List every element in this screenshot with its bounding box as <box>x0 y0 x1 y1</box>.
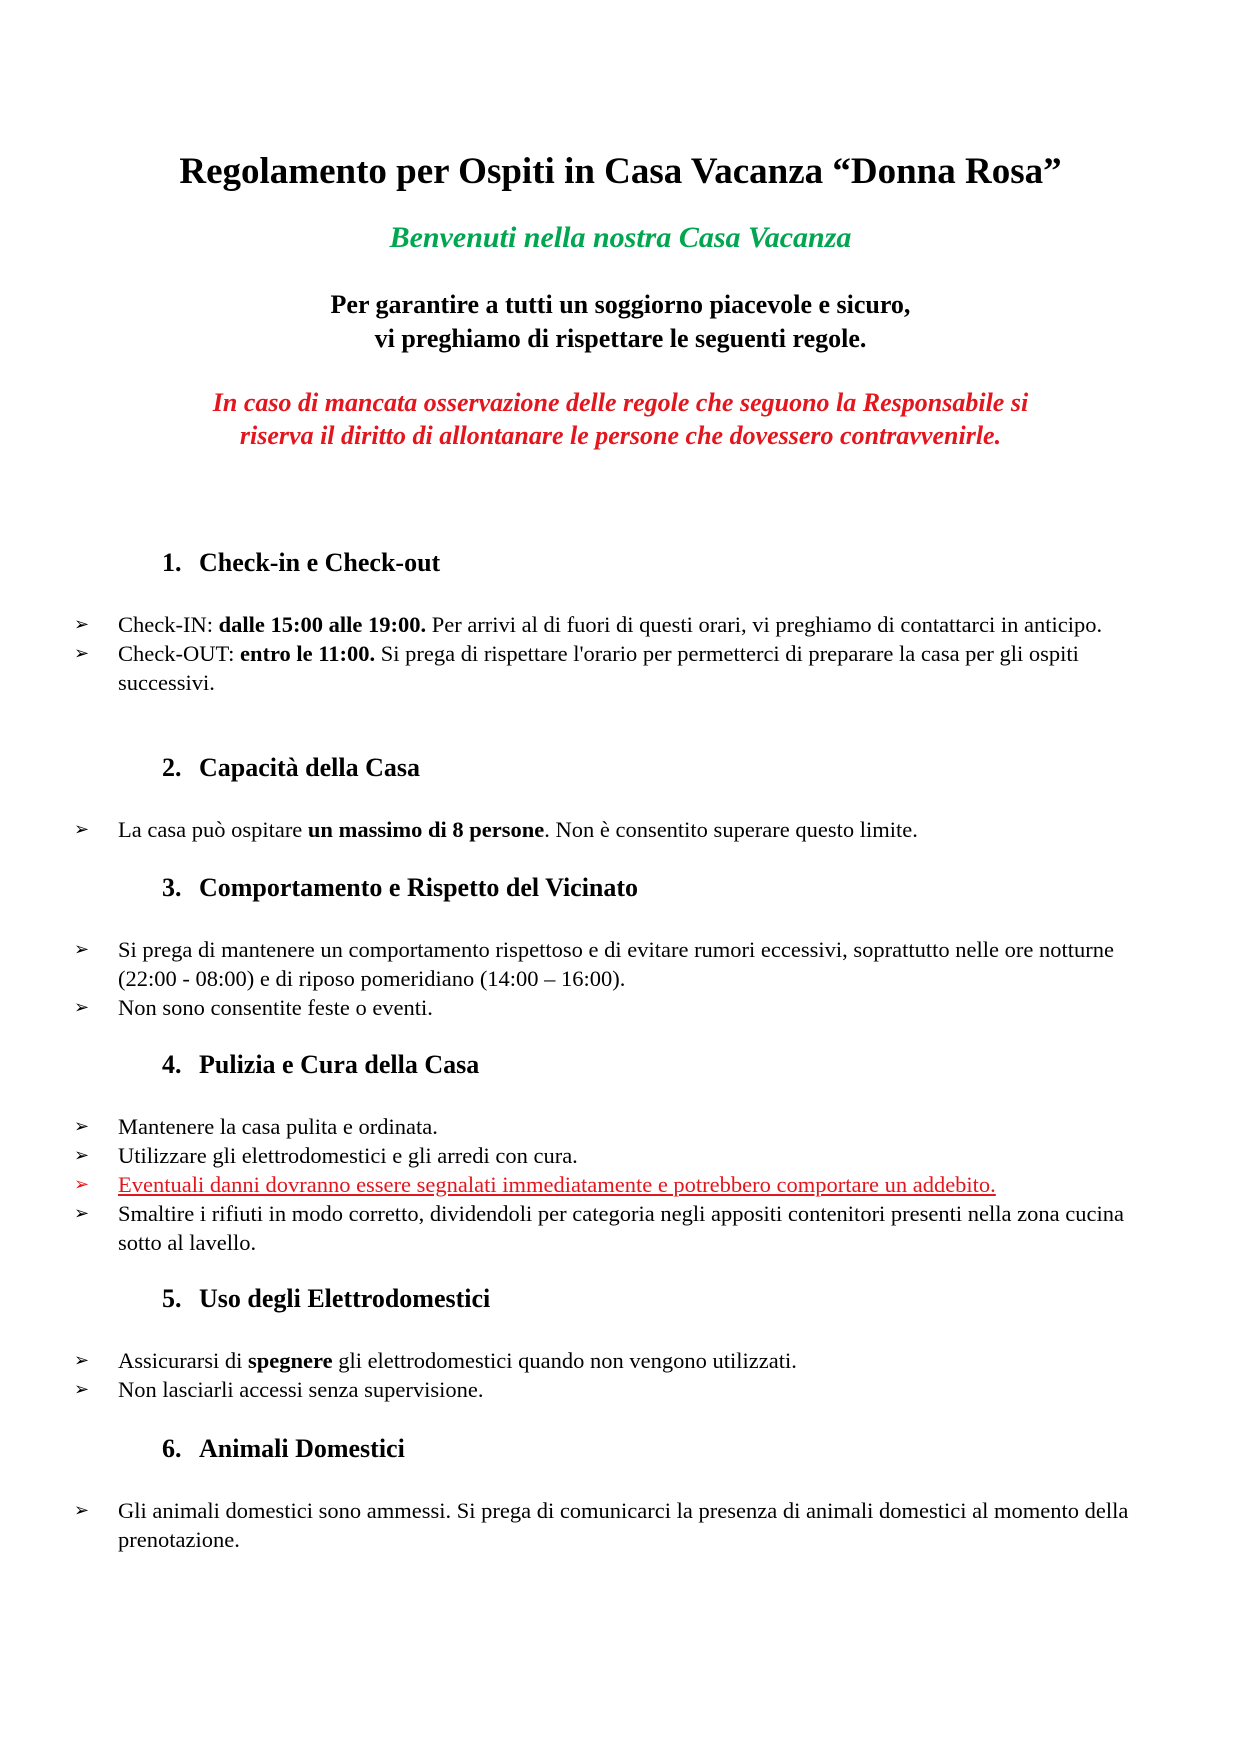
section-title: Uso degli Elettrodomestici <box>199 1284 491 1313</box>
section-heading-check-in <box>162 548 440 578</box>
item-text: Gli animali domestici sono ammessi. Si prega di comunicarci la presenza di animali domestici al momento della prenotazione. <box>118 1498 1129 1552</box>
section-heading-cleaning <box>162 1050 479 1080</box>
section-title: Capacità della Casa <box>199 753 420 782</box>
list-item <box>74 1112 1134 1141</box>
welcome-subtitle: Benvenuti nella nostra Casa Vacanza <box>389 221 852 254</box>
item-text: Si prega di mantenere un comportamento rispettoso e di evitare rumori eccessivi, soprattutto nelle ore notturne (22:00 - 08:00) e di riposo pomeridiano (14:00 – 16:00). <box>118 937 1114 991</box>
item-text: Si prega di rispettare l'orario per permetterci di preparare la casa per gli ospiti successivi. <box>118 641 1079 695</box>
item-text: Mantenere la casa pulita e ordinata. <box>118 1114 438 1139</box>
intro-text <box>0 288 1241 356</box>
arrow-bullet-icon: ➢ <box>74 1145 90 1166</box>
section-number: 6. <box>162 1434 182 1463</box>
item-bold-text: spegnere <box>247 1348 333 1373</box>
list-item <box>74 1496 1134 1554</box>
item-bold-text: entro le 11:00. <box>239 641 376 666</box>
intro-line-2: vi preghiamo di rispettare le seguenti regole. <box>374 324 867 353</box>
item-text: . Non è consentito superare questo limite. <box>544 817 918 842</box>
item-text: Non lasciarli accessi senza supervisione. <box>118 1377 484 1402</box>
list-item <box>74 1375 1134 1404</box>
item-bold-text: dalle 15:00 alle 19:00. <box>218 612 427 637</box>
section-list-pets <box>74 1496 1134 1554</box>
arrow-bullet-icon: ➢ <box>74 614 90 635</box>
warning-line-2: riserva il diritto di allontanare le persone che dovessero contravvenirle. <box>239 421 1002 450</box>
list-item <box>74 815 1134 844</box>
item-text: Eventuali danni dovranno essere segnalati immediatamente e potrebbero comportare un addebito. <box>118 1172 996 1197</box>
item-bold-text: un massimo di 8 persone <box>307 817 545 842</box>
warning-notice <box>0 386 1241 452</box>
intro-line-1: Per garantire a tutti un soggiorno piacevole e sicuro, <box>330 290 911 319</box>
document-title: Regolamento per Ospiti in Casa Vacanza “Donna Rosa” <box>179 151 1062 192</box>
section-list-check-in <box>74 610 1134 697</box>
section-number: 3. <box>162 873 182 902</box>
arrow-bullet-icon: ➢ <box>74 1174 90 1195</box>
arrow-bullet-icon: ➢ <box>74 1350 90 1371</box>
warning-line-1: In caso di mancata osservazione delle regole che seguono la Responsabile si <box>212 388 1029 417</box>
list-item <box>74 1199 1134 1257</box>
section-number: 1. <box>162 548 182 577</box>
item-text: gli elettrodomestici quando non vengono utilizzati. <box>332 1348 797 1373</box>
arrow-bullet-icon: ➢ <box>74 1116 90 1137</box>
section-list-capacity <box>74 815 1134 844</box>
list-item <box>74 639 1134 697</box>
section-heading-capacity <box>162 753 420 783</box>
list-item <box>74 993 1134 1022</box>
item-text: Utilizzare gli elettrodomestici e gli arredi con cura. <box>118 1143 578 1168</box>
item-text: Check-IN: <box>118 612 219 637</box>
arrow-bullet-icon: ➢ <box>74 939 90 960</box>
section-list-behaviour <box>74 935 1134 1022</box>
arrow-bullet-icon: ➢ <box>74 819 90 840</box>
section-heading-appliances <box>162 1284 490 1314</box>
section-heading-pets <box>162 1434 405 1464</box>
arrow-bullet-icon: ➢ <box>74 1203 90 1224</box>
arrow-bullet-icon: ➢ <box>74 1500 90 1521</box>
item-text: Per arrivi al di fuori di questi orari, vi preghiamo di contattarci in anticipo. <box>426 612 1103 637</box>
item-text: Non sono consentite feste o eventi. <box>118 995 433 1020</box>
arrow-bullet-icon: ➢ <box>74 1379 90 1400</box>
section-number: 5. <box>162 1284 182 1313</box>
list-item <box>74 610 1134 639</box>
item-text: Smaltire i rifiuti in modo corretto, dividendoli per categoria negli appositi contenitori presenti nella zona cucina sotto al lavello. <box>118 1201 1124 1255</box>
list-item <box>74 1346 1134 1375</box>
section-title: Pulizia e Cura della Casa <box>199 1050 480 1079</box>
list-item-damage-warning <box>74 1170 1134 1199</box>
list-item <box>74 935 1134 993</box>
section-number: 2. <box>162 753 182 782</box>
section-title: Check-in e Check-out <box>199 548 441 577</box>
section-title: Animali Domestici <box>199 1434 405 1463</box>
section-list-appliances <box>74 1346 1134 1404</box>
item-text: Assicurarsi di <box>118 1348 248 1373</box>
arrow-bullet-icon: ➢ <box>74 997 90 1018</box>
item-text: Check-OUT: <box>118 641 240 666</box>
list-item <box>74 1141 1134 1170</box>
section-title: Comportamento e Rispetto del Vicinato <box>199 873 639 902</box>
arrow-bullet-icon: ➢ <box>74 643 90 664</box>
item-text: La casa può ospitare <box>118 817 308 842</box>
section-number: 4. <box>162 1050 182 1079</box>
section-list-cleaning <box>74 1112 1134 1257</box>
section-heading-behaviour <box>162 873 638 903</box>
